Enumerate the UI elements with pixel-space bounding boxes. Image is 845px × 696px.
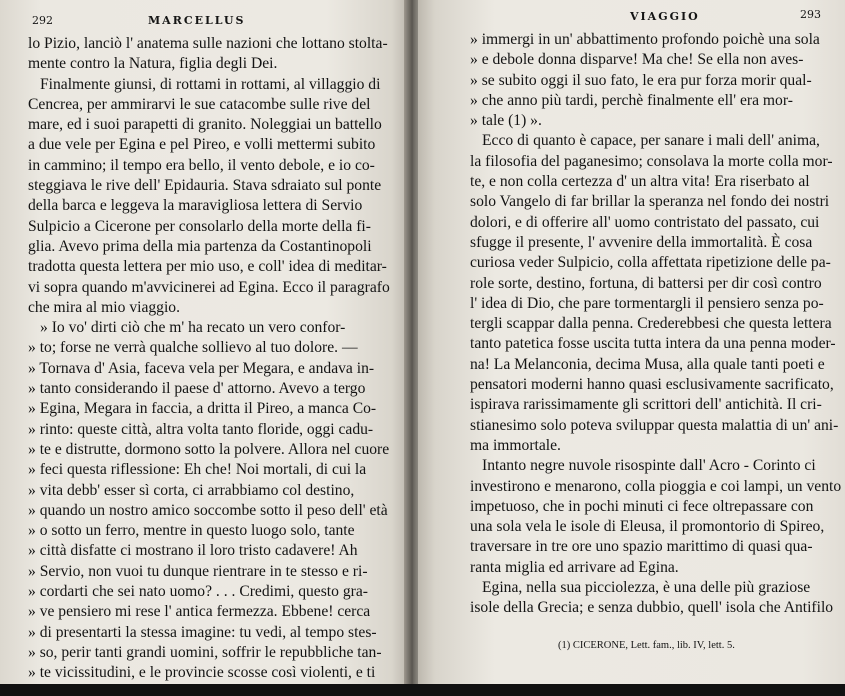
text-line: » te vicissitudini, e le provincie scosse così violenti, e ti [28, 664, 376, 682]
text-line: te, e non colla certezza d' un altra vita! Era riserbato al [470, 173, 810, 191]
text-line: in cammino; il tempo era bello, il vento debole, e io co- [28, 156, 375, 174]
text-line: mente contro la Natura, figlia degli Dei. [28, 55, 278, 73]
text-line: » tanto considerando il paese d' attorno. Avevo a tergo [28, 380, 366, 398]
text-line: tradotta questa lettera per mio uso, e coll' idea di meditar- [28, 258, 387, 276]
text-line: » te e distrutte, dormono sotto la polvere. Allora nel cuore [28, 440, 390, 458]
page-bottom-edge [0, 684, 845, 696]
text-line: role sorte, destino, fortuna, di battersi per dir così contro [470, 274, 822, 292]
text-line: ranta miglia ed arrivare ad Egina. [470, 558, 679, 576]
text-line: steggiava le rive dell' Epidauria. Stava sdraiato sul ponte [28, 177, 382, 195]
left-page [0, 0, 408, 684]
text-line: Cencrea, per ammirarvi le sue catacombe sulle rive del [28, 95, 371, 113]
text-line: stianesimo solo poteva sviluppar questa malattia di un' ani- [470, 416, 839, 434]
text-line: na! La Melanconia, decima Musa, alla quale tanti poeti e [470, 355, 825, 373]
right-running-head: VIAGGIO [630, 10, 700, 23]
text-line: dolori, e di offerire all' uomo contristato del passato, cui [470, 213, 820, 231]
text-line: » di presentarti la stessa imagine: tu vedi, al tempo stes- [28, 623, 377, 641]
text-line: mare, ed i suoi parapetti di granito. Noleggiai un battello [28, 116, 382, 134]
text-line: glia. Avevo prima della mia partenza da Costantinopoli [28, 237, 372, 255]
text-line: tanto patetica fosse uscita tutta intera da una penna moder- [470, 335, 836, 353]
text-line: investirono e menarono, colla pioggia e coi lampi, un vento [470, 477, 842, 495]
text-line: Intanto negre nuvole risospinte dall' Acro - Corinto ci [482, 457, 816, 475]
text-line: isole della Grecia; e senza dubbio, quell' isola che Antifilo [470, 599, 834, 617]
text-line: traversare in tre ore uno spazio marittimo di quasi qua- [470, 538, 813, 556]
text-line: » tale (1) ». [470, 112, 542, 130]
text-line: l' idea di Dio, che pare tormentargli il pensiero senza po- [470, 294, 824, 312]
text-line: pensatori moderni hanno quasi esclusivamente sacrificato, [470, 376, 834, 394]
text-line: » città disfatte ci mostrano il loro tristo cadavere! Ah [28, 542, 358, 560]
text-line: » rinto: queste città, altra volta tanto floride, oggi cadu- [28, 420, 374, 438]
text-line: » Servio, non vuoi tu dunque rientrare in te stesso e ri- [28, 562, 368, 580]
text-line: impetuoso, che in pochi minuti ci fece oltrepassare con [470, 497, 814, 515]
text-line: Ecco di quanto è capace, per sanare i mali dell' anima, [482, 132, 820, 150]
text-line: della barca e leggeva la maravigliosa lettera di Servio [28, 197, 363, 215]
right-page [418, 0, 845, 684]
text-line: una sola vela le isole di Eleusa, il promontorio di Spireo, [470, 518, 825, 536]
text-line: curiosa veder Sulpicio, colla affettata ripetizione delle pa- [470, 254, 831, 272]
text-line: » feci questa riflessione: Eh che! Noi mortali, di cui la [28, 461, 367, 479]
text-line: » e debole donna disparve! Ma che! Se ella non aves- [470, 51, 804, 69]
text-line: ma immortale. [470, 436, 561, 454]
text-line: che mira al mio viaggio. [28, 298, 180, 316]
left-page-number: 292 [32, 14, 53, 27]
text-line: ispirava rarissimamente gli scrittori dell' antichità. Il cri- [470, 396, 822, 414]
text-line: Finalmente giunsi, di rottami in rottami, al villaggio di [40, 75, 381, 93]
text-line: tergli scappar dalla penna. Crederebbesi che questa lettera [470, 315, 832, 333]
text-line: » to; forse ne verrà qualche sollievo al tuo dolore. — [28, 339, 358, 357]
text-line: lo Pizio, lanciò l' anatema sulle nazioni che lottano stolta- [28, 35, 388, 52]
text-line: solo Vangelo di far brillar la speranza nel fondo dei nostri [470, 193, 830, 211]
text-line: » Tornava d' Asia, faceva vela per Megara, e andava in- [28, 359, 375, 377]
text-line: » se subito oggi il suo fato, le era pur forza morir qual- [470, 71, 812, 89]
text-line: la filosofia del paganesimo; consolava la morte colla mor- [470, 152, 833, 170]
right-page-body [470, 30, 842, 619]
text-line: » so, perir tanti grandi uomini, soffrir le repubbliche tan- [28, 643, 382, 661]
footnote: (1) CICERONE, Lett. fam., lib. IV, lett. 5. [558, 640, 735, 651]
text-line: sfugge il presente, l' avvenire della immortalità. È cosa [470, 233, 813, 251]
right-page-header [470, 8, 831, 30]
left-page-header [28, 12, 398, 34]
text-line: » vita debb' esser sì corta, ci arrabbiamo col destino, [28, 481, 355, 499]
text-line: a due vele per Egina e pel Pireo, e volli mettermi subito [28, 136, 376, 154]
text-line: » ve pensiero mi rese l' antica fermezza. Ebbene! cerca [28, 603, 371, 621]
text-line: » o sotto un ferro, mentre in questo luogo solo, tante [28, 522, 355, 540]
text-line: » Io vo' dirti ciò che m' ha recato un vero confor- [40, 319, 346, 337]
text-line: vi sopra quando m'avvicinerei ad Egina. Ecco il paragrafo [28, 278, 390, 296]
text-line: » cordarti che sei nato uomo? . . . Credimi, questo gra- [28, 583, 368, 601]
right-page-number: 293 [800, 8, 821, 21]
text-line: Egina, nella sua picciolezza, è una delle più graziose [482, 579, 811, 597]
left-running-head: MARCELLUS [148, 14, 246, 27]
text-line: » Egina, Megara in faccia, a dritta il Pireo, a manca Co- [28, 400, 377, 418]
text-line: » che anno più tardi, perchè finalmente ell' era mor- [470, 91, 793, 109]
text-line: » immergi in un' abbattimento profondo poichè una sola [470, 31, 820, 48]
text-line: » quando un nostro amico soccombe sotto il peso dell' età [28, 501, 388, 519]
left-page-body [28, 34, 398, 684]
text-line: Sulpicio a Cicerone per consolarlo della morte della fi- [28, 217, 371, 235]
